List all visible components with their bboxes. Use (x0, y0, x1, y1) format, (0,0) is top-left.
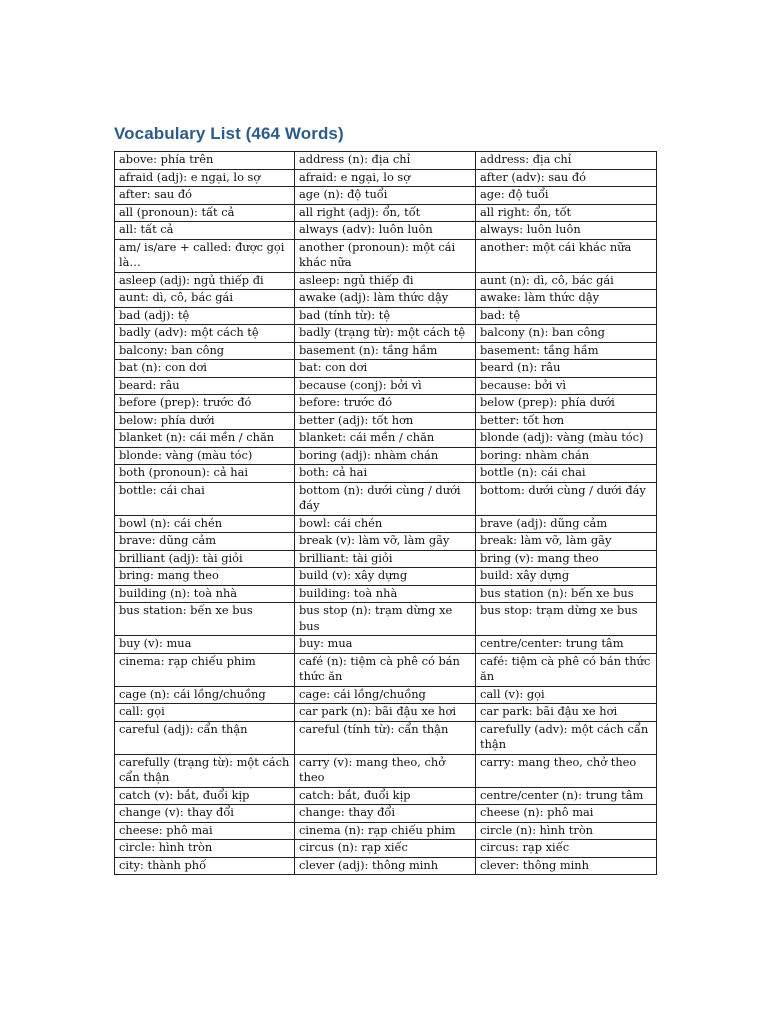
table-cell: bottom (n): dưới cùng / dưới đáy (295, 482, 476, 515)
table-cell: bring (v): mang theo (476, 550, 657, 568)
table-cell: address: địa chỉ (476, 152, 657, 170)
table-cell: brave (adj): dũng cảm (476, 515, 657, 533)
table-cell: cheese (n): phô mai (476, 805, 657, 823)
table-cell: buy: mua (295, 636, 476, 654)
table-cell: better (adj): tốt hơn (295, 412, 476, 430)
table-cell: badly (trạng từ): một cách tệ (295, 325, 476, 343)
table-cell: break (v): làm vỡ, làm gãy (295, 533, 476, 551)
table-cell: change: thay đổi (295, 805, 476, 823)
table-row (115, 307, 657, 325)
table-row (115, 686, 657, 704)
table-row (115, 482, 657, 515)
table-cell: cinema (n): rạp chiếu phim (295, 822, 476, 840)
table-cell: address (n): địa chỉ (295, 152, 476, 170)
table-cell: bottom: dưới cùng / dưới đáy (476, 482, 657, 515)
document-title: Vocabulary List (464 Words) (114, 124, 344, 143)
table-cell: awake (adj): làm thức dậy (295, 290, 476, 308)
table-cell: clever: thông minh (476, 857, 657, 875)
table-cell: build (v): xây dựng (295, 568, 476, 586)
table-row (115, 805, 657, 823)
table-cell: bring: mang theo (115, 568, 295, 586)
table-cell: afraid: e ngại, lo sợ (295, 169, 476, 187)
table-cell: bottle (n): cái chai (476, 465, 657, 483)
table-cell: all: tất cả (115, 222, 295, 240)
table-cell: café (n): tiệm cà phê có bán thức ăn (295, 653, 476, 686)
table-row (115, 377, 657, 395)
table-cell: bowl: cái chén (295, 515, 476, 533)
table-row (115, 822, 657, 840)
table-row (115, 325, 657, 343)
table-cell: carry (v): mang theo, chở theo (295, 754, 476, 787)
table-cell: break: làm vỡ, làm gãy (476, 533, 657, 551)
table-cell: after (adv): sau đó (476, 169, 657, 187)
table-cell: brilliant (adj): tài giỏi (115, 550, 295, 568)
table-cell: city: thành phố (115, 857, 295, 875)
table-cell: below (prep): phía dưới (476, 395, 657, 413)
table-cell: brave: dũng cảm (115, 533, 295, 551)
table-cell: cage: cái lồng/chuồng (295, 686, 476, 704)
table-cell: all (pronoun): tất cả (115, 204, 295, 222)
table-cell: bus stop: trạm dừng xe bus (476, 603, 657, 636)
table-row (115, 787, 657, 805)
table-cell: bat: con dơi (295, 360, 476, 378)
table-cell: circle: hình tròn (115, 840, 295, 858)
table-cell: brilliant: tài giỏi (295, 550, 476, 568)
table-cell: another: một cái khác nữa (476, 239, 657, 272)
table-cell: blanket: cái mền / chăn (295, 430, 476, 448)
table-cell: aunt: dì, cô, bác gái (115, 290, 295, 308)
table-row (115, 272, 657, 290)
table-cell: basement (n): tầng hầm (295, 342, 476, 360)
table-cell: better: tốt hơn (476, 412, 657, 430)
table-cell: boring (adj): nhàm chán (295, 447, 476, 465)
table-cell: blonde: vàng (màu tóc) (115, 447, 295, 465)
table-row (115, 187, 657, 205)
table-row (115, 360, 657, 378)
table-cell: because: bởi vì (476, 377, 657, 395)
table-cell: before: trước đó (295, 395, 476, 413)
table-cell: carefully (adv): một cách cẩn thận (476, 721, 657, 754)
table-cell: badly (adv): một cách tệ (115, 325, 295, 343)
table-row (115, 395, 657, 413)
table-row (115, 721, 657, 754)
table-cell: catch: bắt, đuổi kịp (295, 787, 476, 805)
table-row (115, 239, 657, 272)
table-row (115, 653, 657, 686)
table-row (115, 603, 657, 636)
table-cell: bad: tệ (476, 307, 657, 325)
table-cell: bottle: cái chai (115, 482, 295, 515)
table-cell: catch (v): bắt, đuổi kịp (115, 787, 295, 805)
table-row (115, 754, 657, 787)
table-cell: because (conj): bởi vì (295, 377, 476, 395)
table-cell: blanket (n): cái mền / chăn (115, 430, 295, 448)
table-cell: bus station: bến xe bus (115, 603, 295, 636)
table-cell: centre/center: trung tâm (476, 636, 657, 654)
table-cell: boring: nhàm chán (476, 447, 657, 465)
table-cell: balcony (n): ban công (476, 325, 657, 343)
table-cell: afraid (adj): e ngại, lo sợ (115, 169, 295, 187)
table-cell: call: gọi (115, 704, 295, 722)
table-row (115, 290, 657, 308)
table-cell: before (prep): trước đó (115, 395, 295, 413)
table-cell: careful (adj): cẩn thận (115, 721, 295, 754)
table-cell: both: cả hai (295, 465, 476, 483)
table-cell: circus (n): rạp xiếc (295, 840, 476, 858)
table-cell: car park (n): bãi đậu xe hơi (295, 704, 476, 722)
table-cell: bowl (n): cái chén (115, 515, 295, 533)
table-row (115, 412, 657, 430)
table-cell: asleep: ngủ thiếp đi (295, 272, 476, 290)
table-cell: circle (n): hình tròn (476, 822, 657, 840)
table-cell: centre/center (n): trung tâm (476, 787, 657, 805)
table-cell: building (n): toà nhà (115, 585, 295, 603)
table-cell: beard: râu (115, 377, 295, 395)
table-row (115, 342, 657, 360)
table-row (115, 515, 657, 533)
table-cell: bus stop (n): trạm dừng xe bus (295, 603, 476, 636)
table-cell: always (adv): luôn luôn (295, 222, 476, 240)
table-cell: below: phía dưới (115, 412, 295, 430)
table-cell: all right (adj): ổn, tốt (295, 204, 476, 222)
table-cell: beard (n): râu (476, 360, 657, 378)
table-cell: build: xây dựng (476, 568, 657, 586)
table-row (115, 222, 657, 240)
table-row (115, 533, 657, 551)
table-row (115, 568, 657, 586)
vocabulary-table-body (115, 152, 657, 875)
table-cell: bad (tính từ): tệ (295, 307, 476, 325)
table-cell: bad (adj): tệ (115, 307, 295, 325)
table-cell: building: toà nhà (295, 585, 476, 603)
table-row (115, 152, 657, 170)
table-cell: car park: bãi đậu xe hơi (476, 704, 657, 722)
table-row (115, 840, 657, 858)
table-row (115, 204, 657, 222)
table-cell: am/ is/are + called: được gọi là… (115, 239, 295, 272)
table-cell: circus: rạp xiếc (476, 840, 657, 858)
table-row (115, 636, 657, 654)
table-cell: both (pronoun): cả hai (115, 465, 295, 483)
table-cell: basement: tầng hầm (476, 342, 657, 360)
table-cell: after: sau đó (115, 187, 295, 205)
table-cell: buy (v): mua (115, 636, 295, 654)
table-row (115, 447, 657, 465)
table-cell: cage (n): cái lồng/chuồng (115, 686, 295, 704)
table-row (115, 704, 657, 722)
table-cell: blonde (adj): vàng (màu tóc) (476, 430, 657, 448)
table-cell: another (pronoun): một cái khác nữa (295, 239, 476, 272)
vocabulary-table (114, 151, 657, 875)
table-row (115, 857, 657, 875)
table-cell: asleep (adj): ngủ thiếp đi (115, 272, 295, 290)
table-row (115, 550, 657, 568)
table-cell: carefully (trạng từ): một cách cẩn thận (115, 754, 295, 787)
table-cell: cinema: rạp chiếu phim (115, 653, 295, 686)
table-cell: age: độ tuổi (476, 187, 657, 205)
table-row (115, 169, 657, 187)
table-row (115, 430, 657, 448)
table-cell: age (n): độ tuổi (295, 187, 476, 205)
table-cell: always: luôn luôn (476, 222, 657, 240)
table-cell: careful (tính từ): cẩn thận (295, 721, 476, 754)
table-row (115, 465, 657, 483)
table-cell: aunt (n): dì, cô, bác gái (476, 272, 657, 290)
table-cell: above: phía trên (115, 152, 295, 170)
table-row (115, 585, 657, 603)
table-cell: bus station (n): bến xe bus (476, 585, 657, 603)
table-cell: all right: ổn, tốt (476, 204, 657, 222)
table-cell: café: tiệm cà phê có bán thức ăn (476, 653, 657, 686)
table-cell: balcony: ban công (115, 342, 295, 360)
table-cell: cheese: phô mai (115, 822, 295, 840)
table-cell: carry: mang theo, chở theo (476, 754, 657, 787)
table-cell: clever (adj): thông minh (295, 857, 476, 875)
table-cell: bat (n): con dơi (115, 360, 295, 378)
table-cell: awake: làm thức dậy (476, 290, 657, 308)
table-cell: call (v): gọi (476, 686, 657, 704)
table-cell: change (v): thay đổi (115, 805, 295, 823)
